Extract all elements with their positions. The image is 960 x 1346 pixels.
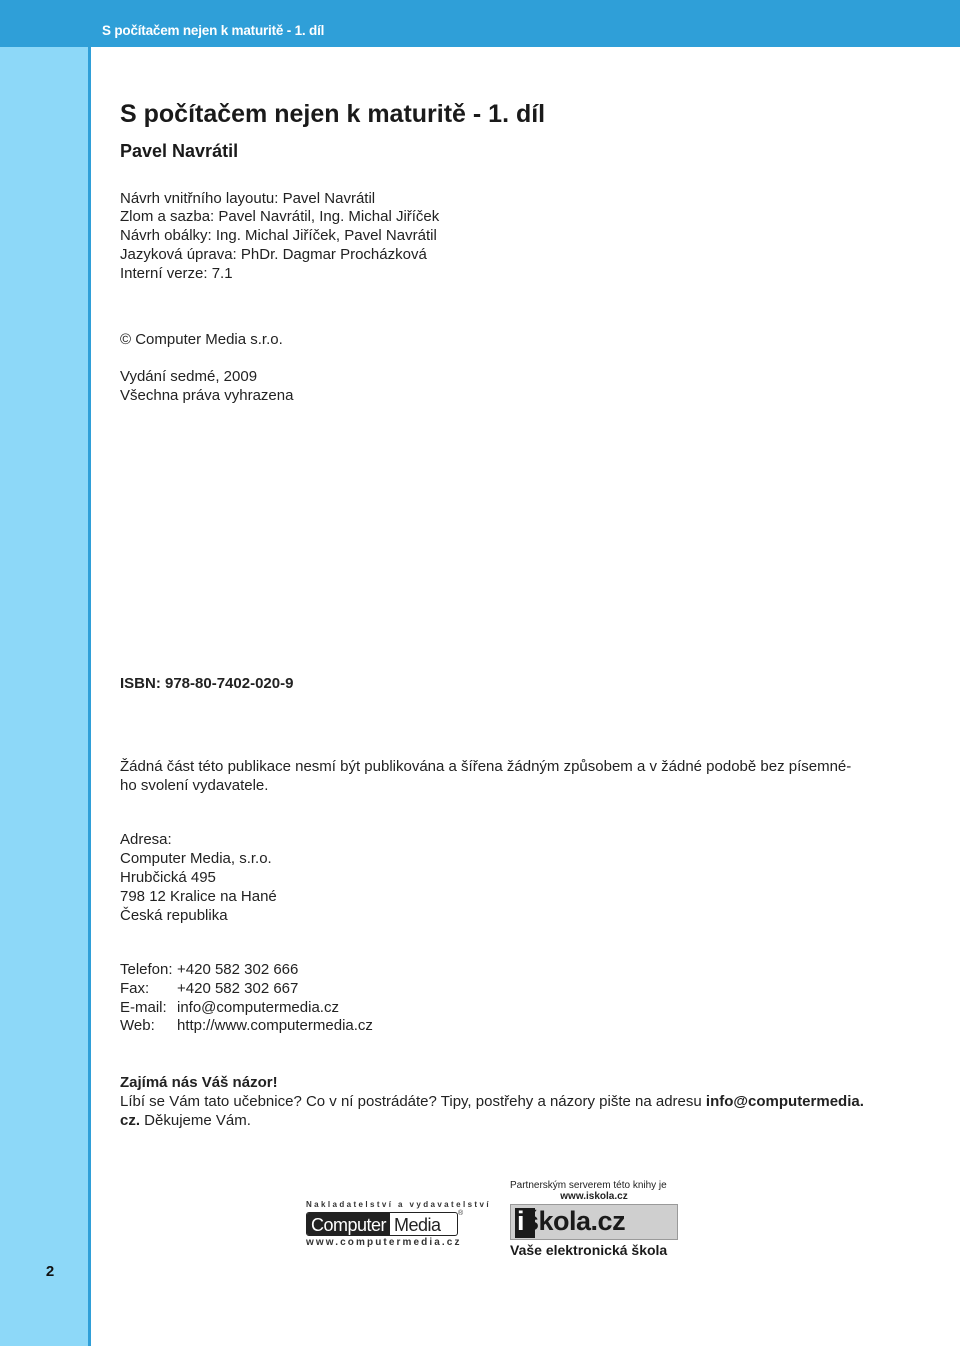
- contact-value: +420 582 302 667: [177, 980, 299, 997]
- contact-value[interactable]: http://www.computermedia.cz: [177, 1017, 373, 1034]
- wordmark-i: i: [517, 1206, 525, 1236]
- partner-caption: Partnerským serverem této knihy je: [510, 1180, 667, 1191]
- contact-value[interactable]: info@computermedia.cz: [177, 999, 339, 1016]
- contact-label: Telefon:: [120, 961, 173, 978]
- feedback-line: [120, 1111, 251, 1130]
- credit-line: Návrh obálky: Ing. Michal Jiříček, Pavel Navrátil: [120, 227, 437, 244]
- address-line: 798 12 Kralice na Hané: [120, 888, 277, 905]
- rights-line: Všechna práva vyhrazena: [120, 387, 294, 404]
- notice-line: Žádná část této publikace nesmí být publikována a šířena žádným způsobem a v žádné podobě bez písemné-: [120, 758, 852, 775]
- feedback-heading: Zajímá nás Váš názor!: [120, 1074, 278, 1091]
- credit-line: Interní verze: 7.1: [120, 265, 233, 282]
- running-title: S počítačem nejen k maturitě - 1. díl: [102, 23, 325, 38]
- address-line: Česká republika: [120, 907, 228, 924]
- wordmark-rest: škola.cz: [524, 1206, 626, 1236]
- side-divider: [88, 47, 91, 1346]
- copyright: © Computer Media s.r.o.: [120, 331, 283, 348]
- book-title: S počítačem nejen k maturitě - 1. díl: [120, 100, 546, 128]
- iskola-logo: [510, 1180, 682, 1256]
- registered-mark: ®: [458, 1210, 464, 1217]
- contact-fax: [120, 980, 298, 997]
- credit-line: Zlom a sazba: Pavel Navrátil, Ing. Michal Jiříček: [120, 208, 440, 225]
- feedback-email[interactable]: info@computermedia.: [705, 1093, 864, 1110]
- publisher-url: www.computermedia.cz: [306, 1237, 462, 1248]
- page-number: 2: [45, 1263, 55, 1280]
- header-bar: [0, 0, 960, 47]
- feedback-email[interactable]: cz.: [120, 1112, 141, 1129]
- address-label: Adresa:: [120, 831, 172, 848]
- iskola-slogan: Vaše elektronická škola: [510, 1242, 668, 1258]
- publisher-tagline: Nakladatelství a vydavatelství: [306, 1200, 491, 1209]
- address-line: Computer Media, s.r.o.: [120, 850, 272, 867]
- feedback-text: Děkujeme Vám.: [140, 1112, 251, 1129]
- wordmark-computer: Computer: [307, 1213, 390, 1235]
- contact-label: Fax:: [120, 980, 150, 997]
- partner-url: www.iskola.cz: [560, 1191, 628, 1202]
- computer-media-logo: [306, 1200, 491, 1250]
- contact-label: Web:: [120, 1017, 155, 1034]
- credit-line: Jazyková úprava: PhDr. Dagmar Procházková: [120, 246, 427, 263]
- credit-line: Návrh vnitřního layoutu: Pavel Navrátil: [120, 190, 376, 207]
- feedback-text: Líbí se Vám tato učebnice? Co v ní postrádáte? Tipy, postřehy a názory pište na adresu: [120, 1093, 706, 1110]
- contact-web: [120, 1017, 373, 1034]
- isbn: ISBN: 978-80-7402-020-9: [120, 675, 294, 692]
- contact-label: E-mail:: [120, 999, 167, 1016]
- contact-phone: [120, 961, 298, 978]
- wordmark-text: [517, 1206, 625, 1237]
- feedback-line: [120, 1092, 864, 1111]
- contact-value: +420 582 302 666: [177, 961, 299, 978]
- publisher-wordmark: [306, 1212, 458, 1236]
- contact-email: [120, 999, 339, 1016]
- side-strip: [0, 47, 88, 1346]
- edition-line: Vydání sedmé, 2009: [120, 368, 258, 385]
- iskola-wordmark: [510, 1204, 678, 1240]
- book-author: Pavel Navrátil: [120, 141, 239, 161]
- address-line: Hrubčická 495: [120, 869, 216, 886]
- wordmark-media: Media: [390, 1213, 445, 1235]
- notice-line: ho svolení vydavatele.: [120, 777, 269, 794]
